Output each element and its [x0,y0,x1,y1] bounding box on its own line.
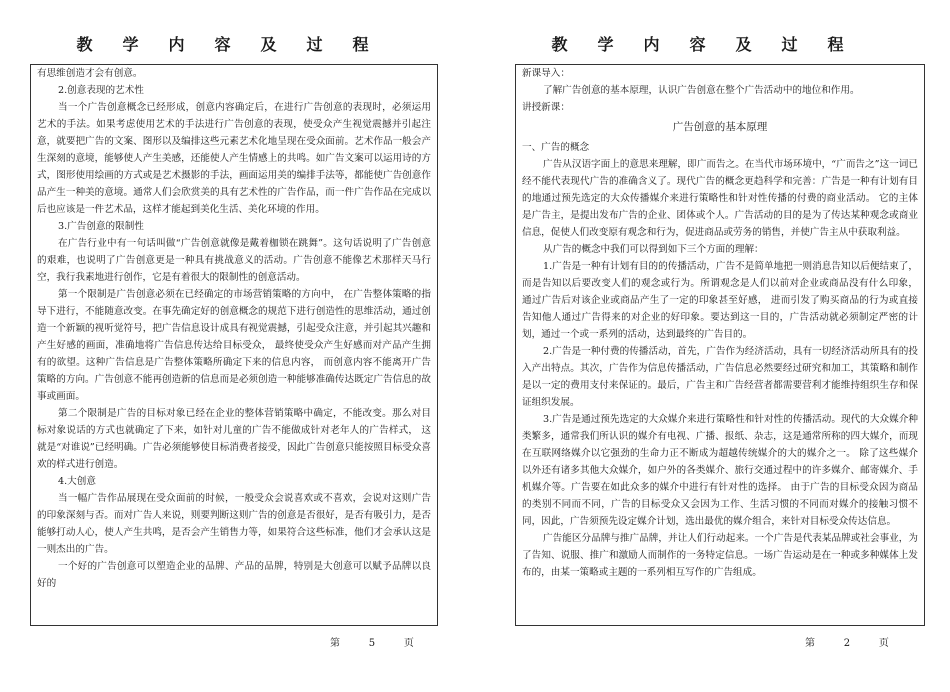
paragraph: 2.广告是一种付费的传播活动，首先，广告作为经济活动，具有一切经济活动所具有的投入产出特点。其次，广告作为信息传播活动，广告信息必然要经过研究和加工，其策略和制作是以一定的费用支付来保证的。最后，广告主和广告经营者都需要营利才能维持组织生存和保证组织发展。 [522,346,918,408]
paragraph: 广告能区分品牌与推广品牌，并让人们行动起来。一个广告是代表某品牌或社会事业，为了告知、说服、推广和激励人而制作的一务特定信息。一场广告运动是在一种或多种媒体上发布的，由某一策略或主题的一系列相互写作的广告组成。 [522,533,918,578]
paragraph: 一个好的广告创意可以塑造企业的品牌、产品的品牌，特别是大创意可以赋予品牌以良好的 [37,561,431,589]
page-footer-prefix: 第 [805,638,815,649]
paragraph: 当一幅广告作品展现在受众面前的时候，一般受众会说喜欢或不喜欢，会说对这则广告的印象深刻与否。而对广告人来说，则要判断这则广告的创意是否很好，是否有吸引力，是否能够打动人心，使人产生共鸣，是否会产生销售力等，如果符合这些标准，他们才会承认这是一则杰出的广告。 [37,493,431,555]
page-footer-prefix: 第 [330,638,340,649]
paragraph: 广告从汉语字面上的意思来理解，即广而告之。在当代市场环境中，“广而告之”这一词已经不能代表现代广告的准确含义了。现代广告的概念更趋科学和完善：广告是一种有计划有目的地通过预先选定的大众传播媒介来进行策略性和针对性传播的付费的商业活动。 它的主体是广告主，是提出发布广告的企业、团体或个人。广告活动的目的是为了传达某种观念或商业信息，促使人们改变原有观念和行为，促进商品或劳务的销售，并使广告主从中获取利益。 [522,159,918,238]
content-box [30,64,438,626]
paragraph: 第一个限制是广告创意必须在已经确定的市场营销策略的方向中， 在广告整体策略的指导下进行，不能随意改变。在事先确定好的创意概念的规范下进行创造性的思维活动，通过创造一个新颖的视听觉符号，把广告信息设计成具有视觉震撼，引起受众注意，并引起其兴趣和产生好感的画面，准确地将广告信息传达给目标受众， 最终使受众产生好感而对产品产生拥有的欲望。这种广告信息是广告整体策略所确定下来的信息内容， 而创意内容不能离开广告策略的方向。广告创意不能再创造新的信息而是必须创造一种能够准确传达既定广告信息的故事或画面。 [37,289,431,402]
paragraph: 3.广告是通过预先选定的大众媒介来进行策略性和针对性的传播活动。现代的大众媒介种类繁多，通常我们所认识的媒介有电视、广播、报纸、杂志，这是通常所称的四大媒介，而现在互联网络媒介以它强劲的生命力正不断成为超越传统媒介的大的媒介之一。 除了这些媒介以外还有诸多其他大众媒介，如户外的各类媒介、旅行交通过程中的许多媒介、邮寄媒介、手机媒介等。广告要在如此众多的媒介中进行有针对性的选择。 由于广告的目标受众因为商品的类别不同而不同，广告的目标受众又会因为工作、生活习惯的不同而对媒介的接触习惯不同，因此，广告须预先设定媒介计划，选出最优的媒介组合，来针对目标受众传达信息。 [522,414,918,527]
paragraph: 当一个广告创意概念已经形成，创意内容确定后，在进行广告创意的表现时，必须运用艺术的手法。如果考虑使用艺术的手法进行广告创意的表现，使受众产生视觉震撼并引起注意，就要把广告的文案、图形以及编排这些元素艺术化地呈现在受众面前。艺术作品一般会产生深刻的意境，能够使人产生美感，还能使人产生情感上的共鸣。如广告文案可以运用诗的方式，图形使用绘画的方式或是艺术摄影的手法，画面运用美的编排手法等，都能使广告创意作品产生一种美的意境。通常人们会欣赏美的具有艺术性的广告作品，而一件广告作品在完成以后也应该是一件艺术品，这样才能起到美化生活、美化环境的作用。 [37,102,431,215]
section-heading: 4.大创意 [58,476,96,487]
paragraph: 有思维创造才会有创意。 [37,68,143,79]
paragraph: 第二个限制是广告的目标对象已经在企业的整体营销策略中确定，不能改变。那么对目标对象说话的方式也就确定了下来，如针对儿童的广告不能做成针对老年人的广告样式， 这就是“对谁说”已经明确。广告必须能够使目标消费者接受，因此广告创意只能按照目标受众喜欢的样式进行创造。 [37,408,431,470]
paragraph: 1.广告是一种有计划有目的的传播活动，广告不是简单地把一则消息告知以后便结束了，而是告知以后要改变人们的观念或行为。所谓观念是人们以前对企业或商品没有什么印象， 通过广告后对该企业或商品产生了一定的印象甚至好感， 进而引发了购买商品的行为或直接告知他人通过广告得来的对企业的好印象。要达到这一目的，广告活动就必须制定严密的计划，通过一个或一系列的活动，达到最终的广告目的。 [522,261,918,340]
section-heading: 一、广告的概念 [522,142,590,153]
section-heading: 2.创意表现的艺术性 [58,85,144,96]
paragraph: 新课导入： [522,68,570,79]
page-number: 2 [843,638,851,649]
paragraph: 了解广告创意的基本原理，认识广告创意在整个广告活动中的地位和作用。 [543,85,860,96]
page-header: 教学内容及过程 [76,35,399,54]
paragraph: 讲授新课： [522,102,570,113]
section-title: 广告创意的基本原理 [672,121,768,133]
paragraph: 从广告的概念中我们可以得到如下三个方面的理解： [543,244,764,255]
page-footer-suffix: 页 [403,638,414,649]
page-footer [330,634,414,649]
paragraph: 在广告行业中有一句话叫做“广告创意就像是戴着枷锁在跳舞”。这句话说明了广告创意的艰难，也说明了广告创意更是一种具有挑战意义的活动。广告创意不能像艺术那样天马行空，我行我素地进行创作，它是有着很大的限制性的创意活动。 [37,238,431,283]
page-footer-suffix: 页 [878,638,889,649]
content-box [515,64,925,626]
page-footer [805,634,889,649]
page-number: 5 [368,638,376,649]
section-heading: 3.广告创意的限制性 [58,221,144,232]
page-header: 教学内容及过程 [551,35,874,54]
